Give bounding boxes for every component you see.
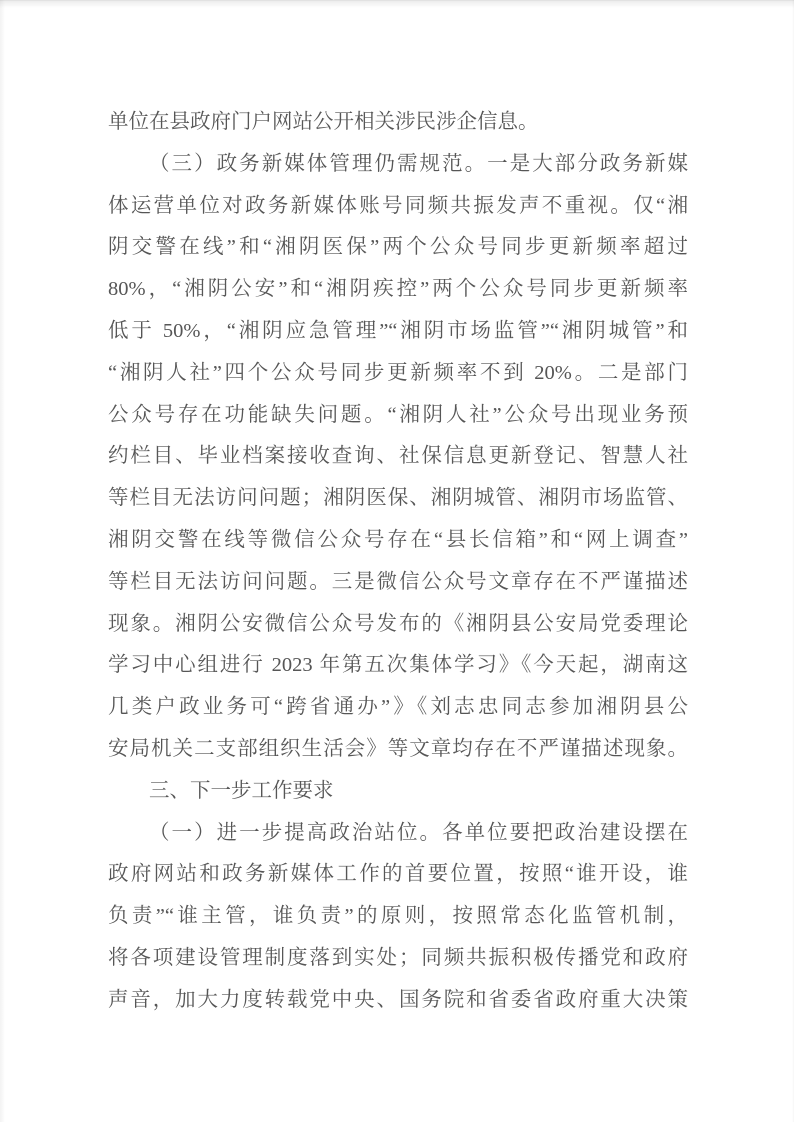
scan-edge-top — [0, 0, 794, 8]
text-line: （三）政务新媒体管理仍需规范。一是大部分政务新媒 — [149, 152, 688, 175]
text-line: （一）进一步提高政治站位。各单位要把政治建设摆在 — [149, 821, 688, 844]
text-line: 等栏目无法访问问题；湘阴医保、湘阴城管、湘阴市场监管、 — [108, 487, 688, 510]
text-line: 公众号存在功能缺失问题。“湘阴人社”公众号出现业务预 — [108, 403, 688, 426]
scan-edge-left — [0, 0, 5, 1122]
text-line: 湘阴交警在线等微信公众号存在“县长信箱”和“网上调查” — [108, 528, 688, 551]
text-lines — [108, 102, 688, 1022]
text-line: 体运营单位对政务新媒体账号同频共振发声不重视。仅“湘 — [108, 194, 688, 217]
text-line: 声音，加大力度转载党中央、国务院和省委省政府重大决策 — [108, 988, 688, 1011]
text-line: 阴交警在线”和“湘阴医保”两个公众号同步更新频率超过 — [108, 236, 688, 259]
text-line: 单位在县政府门户网站公开相关涉民涉企信息。 — [108, 111, 539, 133]
text-line: 等栏目无法访问问题。三是微信公众号文章存在不严谨描述 — [108, 570, 688, 593]
text-line: 学习中心组进行 2023 年第五次集体学习》《今天起，湖南这 — [108, 654, 688, 677]
text-line: 现象。湘阴公安微信公众号发布的《湘阴县公安局党委理论 — [108, 612, 688, 635]
text-line: 约栏目、毕业档案接收查询、社保信息更新登记、智慧人社 — [108, 445, 688, 468]
text-line: 三、下一步工作要求 — [149, 779, 334, 802]
text-line: 安局机关二支部组织生活会》等文章均存在不严谨描述现象。 — [108, 737, 688, 760]
text-line: “湘阴人社”四个公众号同步更新频率不到 20%。二是部门 — [108, 361, 688, 384]
text-line: 负责”“谁主管，谁负责”的原则，按照常态化监管机制， — [108, 905, 688, 928]
text-line: 将各项建设管理制度落到实处；同频共振积极传播党和政府 — [108, 946, 688, 969]
text-line: 几类户政业务可“跨省通办”》《刘志忠同志参加湘阴县公 — [108, 696, 688, 719]
text-line: 80%，“湘阴公安”和“湘阴疾控”两个公众号同步更新频率 — [108, 278, 688, 301]
text-line: 低于 50%，“湘阴应急管理”“湘阴市场监管”“湘阴城管”和 — [108, 319, 688, 342]
text-line: 政府网站和政务新媒体工作的首要位置，按照“谁开设，谁 — [108, 863, 688, 886]
